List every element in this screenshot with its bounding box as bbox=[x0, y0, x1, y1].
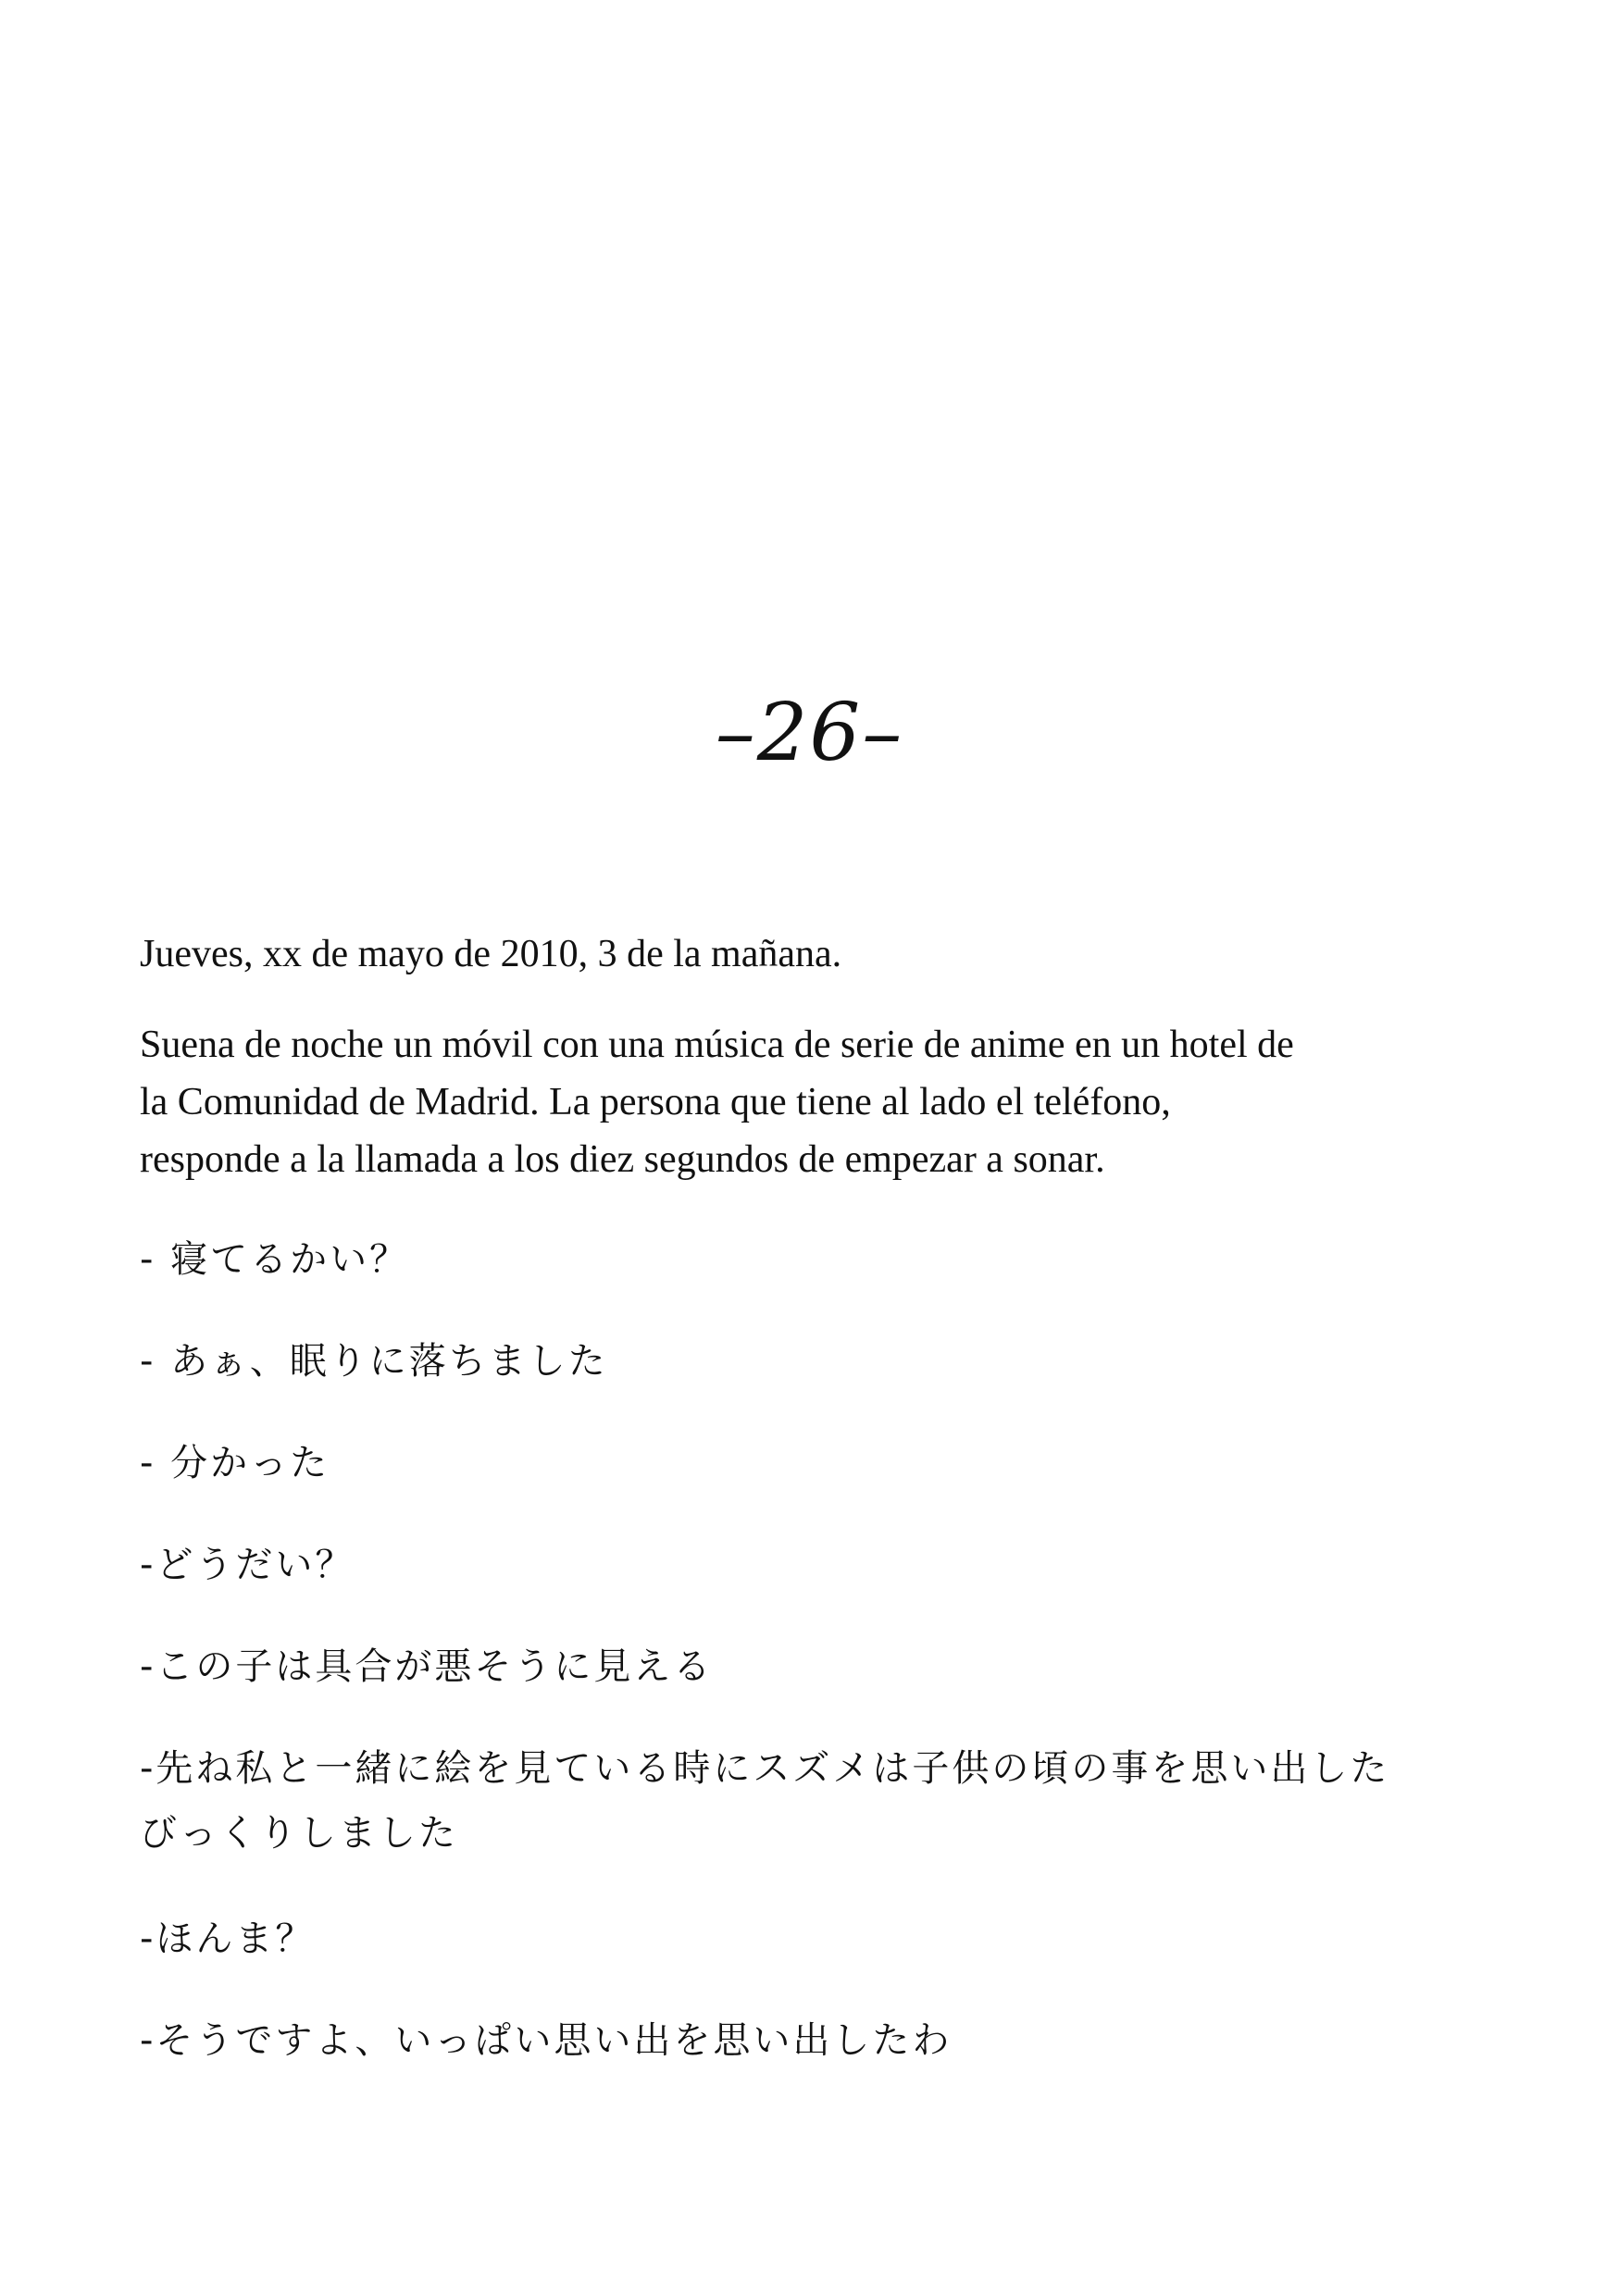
dialogue-line: - あぁ、眠りに落ちました bbox=[140, 1340, 608, 1383]
narration-paragraph: Suena de noche un móvil con una música de serie de anime en un hotel de la Comunidad de Madrid. La persona que tiene al lado el teléfono, responde a la llamada a los diez segundos de empezar a sonar. bbox=[140, 1024, 1294, 1181]
dialogue-line: -先ね私と一緒に絵を見ている時にスズメは子供の頃の事を思い出した びっくりしました bbox=[140, 1747, 1390, 1855]
dialogue-line: -ほんま？ bbox=[140, 1917, 316, 1960]
chapter-number-heading: –26– bbox=[715, 687, 904, 779]
dialogue-line: -そうですよ、いっぱい思い出を思い出したわ bbox=[140, 2019, 953, 2062]
dialogue-line: - 分かった bbox=[140, 1442, 330, 1484]
dateline-text: Jueves, xx de mayo de 2010, 3 de la mañana. bbox=[140, 933, 842, 975]
dialogue-line: -この子は具合が悪そうに見える bbox=[140, 1645, 714, 1688]
dialogue-line: -どうだい？ bbox=[140, 1544, 355, 1586]
dialogue-line: - 寝てるかい？ bbox=[140, 1238, 410, 1281]
